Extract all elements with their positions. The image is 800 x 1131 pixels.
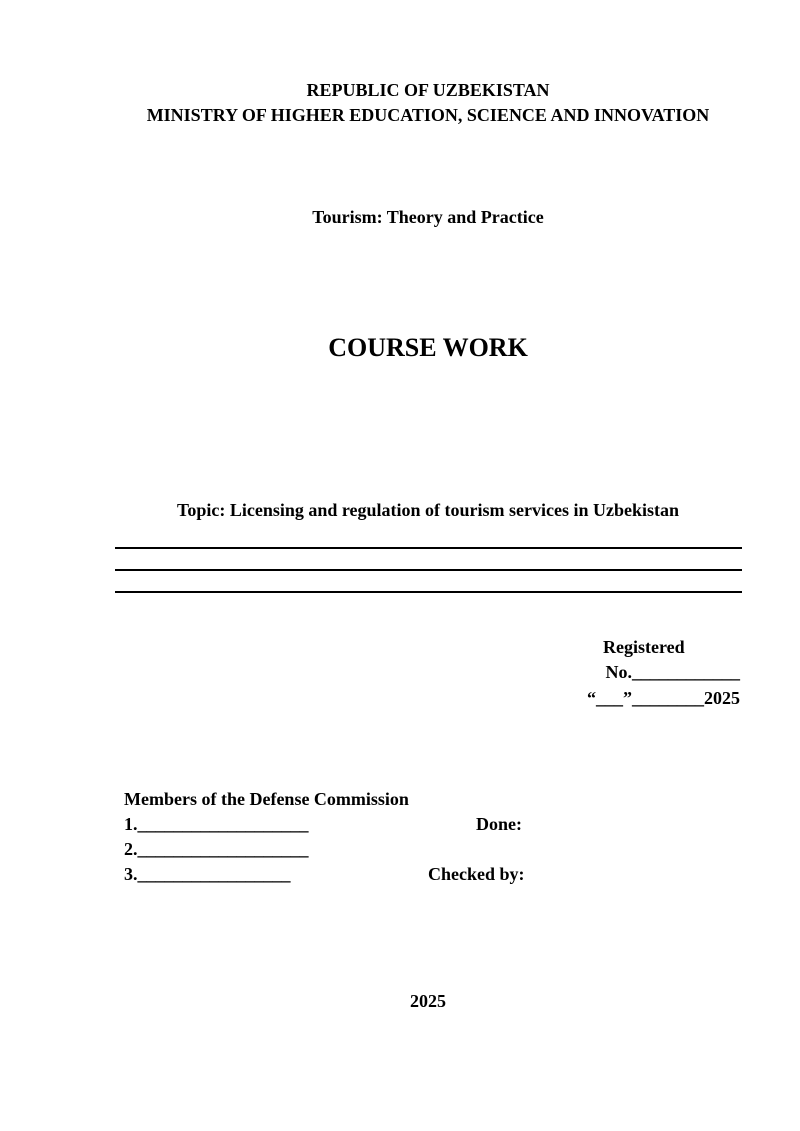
commission-title: Members of the Defense Commission — [124, 789, 409, 809]
registration-number: No.____________ — [605, 662, 740, 682]
country-heading: REPUBLIC OF UZBEKISTAN — [306, 80, 550, 100]
registered-label: Registered — [603, 637, 685, 657]
document-type-title: COURSE WORK — [328, 333, 528, 362]
registration-date: “___”________2025 — [587, 688, 740, 708]
topic-underline-3 — [115, 591, 742, 593]
commission-member-2: 2.___________________ — [124, 839, 309, 859]
ministry-heading: MINISTRY OF HIGHER EDUCATION, SCIENCE AND INNOVATION — [146, 105, 710, 125]
footer-year: 2025 — [410, 991, 446, 1011]
commission-member-1: 1.___________________ — [124, 814, 309, 834]
done-label: Done: — [476, 814, 522, 834]
topic-line: Topic: Licensing and regulation of tourism services in Uzbekistan — [176, 500, 680, 520]
checked-by-label: Checked by: — [428, 864, 525, 884]
commission-member-3: 3._________________ — [124, 864, 291, 884]
topic-underline-1 — [115, 547, 742, 549]
topic-underline-2 — [115, 569, 742, 571]
subject-title: Tourism: Theory and Practice — [312, 207, 544, 227]
